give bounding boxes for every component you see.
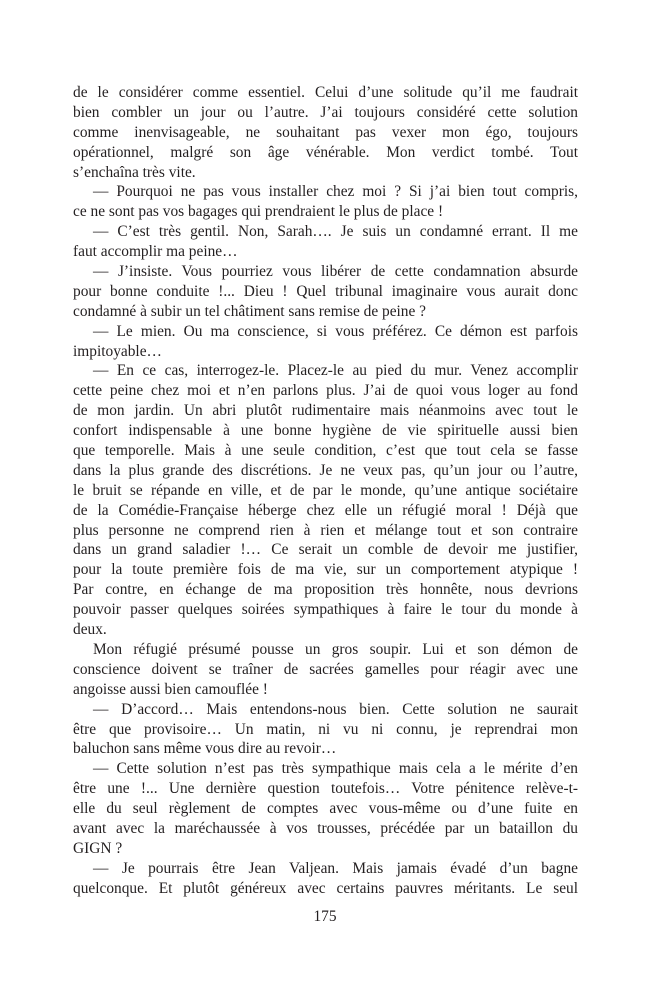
text-line: impitoyable… bbox=[73, 342, 162, 360]
text-line: dans la plus grande des discrétions. Je ne veux pas, qu’un jour ou l’autre, bbox=[73, 461, 578, 479]
text-line: faut accomplir ma peine… bbox=[73, 243, 238, 261]
text-line: Par contre, en échange de ma proposition très honnête, nous devrions bbox=[73, 581, 578, 599]
text-line: être une !... Une dernière question toutefois… Votre pénitence relève-t- bbox=[73, 780, 578, 798]
text-line: que temporelle. Mais à une seule condition, c’est que tout cela se fasse bbox=[73, 442, 578, 460]
text-line: être que provisoire… Un matin, ni vu ni connu, je reprendrai mon bbox=[73, 720, 578, 738]
page-number: 175 bbox=[313, 908, 337, 925]
text-line: GIGN ? bbox=[73, 839, 123, 857]
text-line: dans un grand saladier !… Ce serait un comble de devoir me justifier, bbox=[73, 541, 578, 559]
text-line: — Cette solution n’est pas très sympathique mais cela a le mérite d’en bbox=[93, 760, 578, 778]
text-line: de la Comédie-Française héberge chez elle un réfugié moral ! Déjà que bbox=[73, 501, 578, 519]
text-line: — C’est très gentil. Non, Sarah…. Je suis un condamné errant. Il me bbox=[93, 223, 578, 241]
text-line: — Pourquoi ne pas vous installer chez moi ? Si j’ai bien tout compris, bbox=[93, 183, 578, 201]
text-line: comme inenvisageable, ne souhaitant pas vexer mon égo, toujours bbox=[73, 123, 578, 141]
text-line: — J’insiste. Vous pourriez vous libérer de cette condamnation absurde bbox=[93, 263, 578, 281]
text-line: pouvoir passer quelques soirées sympathiques à faire le tour du monde à bbox=[73, 601, 578, 619]
text-line: angoisse aussi bien camouflée ! bbox=[73, 680, 268, 698]
text-line: quelconque. Et plutôt généreux avec certains pauvres méritants. Le seul bbox=[73, 879, 578, 897]
text-line: opérationnel, malgré son âge vénérable. Mon verdict tombé. Tout bbox=[73, 143, 578, 161]
text-line: elle du seul règlement de comptes avec vous-même ou d’une fuite en bbox=[73, 800, 578, 818]
text-line: — D’accord… Mais entendons-nous bien. Cette solution ne saurait bbox=[93, 700, 578, 718]
text-line: condamné à subir un tel châtiment sans remise de peine ? bbox=[73, 302, 427, 320]
page-body-text bbox=[73, 83, 578, 899]
text-line: — Le mien. Ou ma conscience, si vous préférez. Ce démon est parfois bbox=[93, 322, 578, 340]
text-line: — Je pourrais être Jean Valjean. Mais jamais évadé d’un bagne bbox=[93, 859, 578, 877]
text-line: — En ce cas, interrogez-le. Placez-le au pied du mur. Venez accomplir bbox=[93, 362, 578, 380]
text-line: de le considérer comme essentiel. Celui d’une solitude qu’il me faudrait bbox=[73, 84, 578, 101]
text-line: pour bonne conduite !... Dieu ! Quel tribunal imaginaire vous aurait donc bbox=[73, 282, 578, 300]
text-line: conscience doivent se traîner de sacrées gamelles pour réagir avec une bbox=[73, 660, 578, 678]
text-line: Mon réfugié présumé pousse un gros soupir. Lui et son démon de bbox=[93, 640, 578, 658]
text-line: de mon jardin. Un abri plutôt rudimentaire mais néanmoins avec tout le bbox=[73, 402, 578, 420]
text-line: avant avec la maréchaussée à vos trousses, précédée par un bataillon du bbox=[73, 819, 578, 837]
text-line: cette peine chez moi et n’en parlons plus. J’ai de quoi vous loger au fond bbox=[73, 382, 578, 400]
text-line: deux. bbox=[73, 621, 107, 639]
text-line: ce ne sont pas vos bagages qui prendraient le plus de place ! bbox=[73, 203, 444, 221]
text-line: baluchon sans même vous dire au revoir… bbox=[73, 740, 337, 758]
text-line: plus personne ne comprend rien à rien et mélange tout et son contraire bbox=[73, 521, 578, 539]
text-line: le bruit se répande en ville, et de par le monde, qu’une antique sociétaire bbox=[73, 481, 578, 499]
text-line: confort indispensable à une bonne hygiène de vie spirituelle aussi bien bbox=[73, 422, 578, 440]
text-line: pour la toute première fois de ma vie, sur un comportement atypique ! bbox=[73, 561, 578, 579]
text-line: bien combler un jour ou l’autre. J’ai toujours considéré cette solution bbox=[73, 103, 578, 121]
text-line: s’enchaîna très vite. bbox=[73, 163, 196, 181]
